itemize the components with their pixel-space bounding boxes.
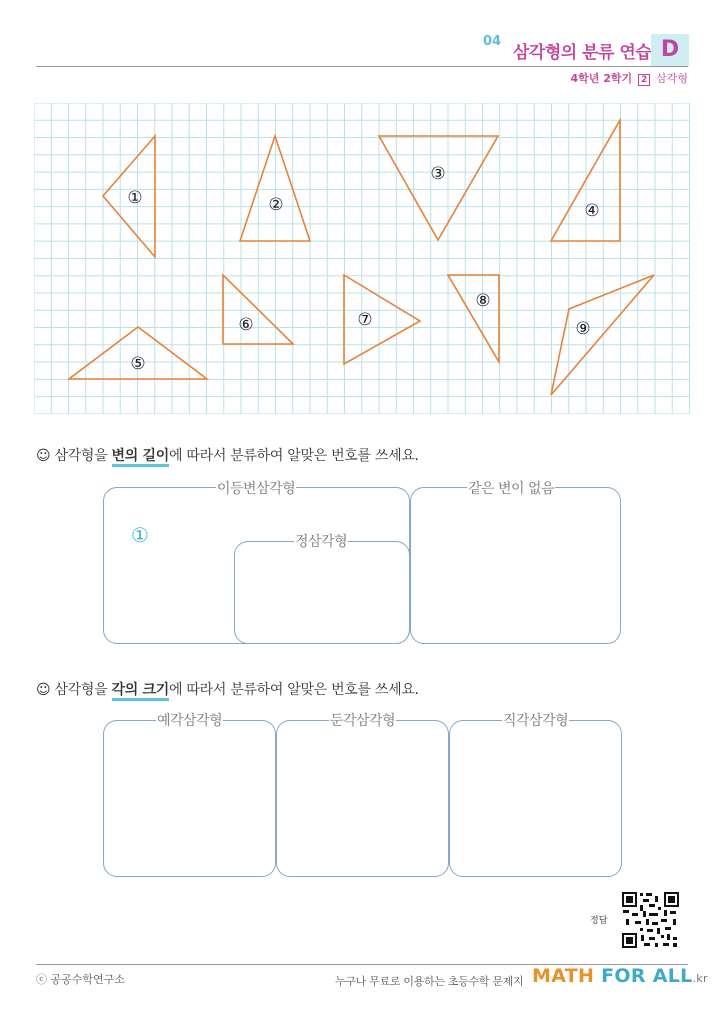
question-1 (36, 445, 419, 465)
unit-label: 삼각형 (656, 72, 688, 85)
question-2-pre: 삼각형을 (54, 682, 108, 698)
right-label: 직각삼각형 (502, 710, 569, 730)
question-2 (36, 679, 419, 699)
worksheet-title: 삼각형의 분류 연습 (513, 43, 652, 63)
triangle-label-4: ④ (584, 201, 600, 221)
logo-kr: .kr (692, 972, 708, 985)
triangle-label-1: ① (127, 188, 143, 208)
question-2-highlight: 각의 크기 (112, 682, 169, 701)
isosceles-label: 이등변삼각형 (216, 478, 296, 498)
equilateral-label: 정삼각형 (294, 531, 348, 551)
smile-icon: ☺ (36, 682, 51, 698)
acute-box[interactable] (103, 720, 276, 877)
grade-label: 4학년 2학기 (570, 72, 633, 85)
triangle-label-3: ③ (430, 164, 446, 184)
scalene-label: 같은 변이 없음 (467, 478, 555, 498)
triangle-label-9: ⑨ (575, 319, 591, 339)
logo-forall: FOR ALL (594, 965, 693, 987)
answer-label: 정답 (590, 916, 608, 926)
question-1-highlight: 변의 길이 (112, 448, 169, 467)
triangle-3 (379, 136, 498, 240)
triangle-label-7: ⑦ (357, 310, 373, 330)
logo-math: MATH (532, 965, 595, 987)
triangle-7 (344, 275, 420, 364)
triangle-labels (127, 164, 599, 374)
triangle-label-2: ② (268, 195, 284, 215)
question-1-pre: 삼각형을 (54, 448, 108, 464)
unit-number-box: 2 (638, 74, 650, 86)
footer-slogan: 누구나 무료로 이용하는 초등수학 문제지 (335, 975, 524, 988)
equilateral-box[interactable] (234, 541, 410, 644)
triangle-label-5: ⑤ (130, 354, 146, 374)
triangle-8 (448, 275, 499, 362)
obtuse-label: 둔각삼각형 (329, 710, 396, 730)
header-divider (36, 66, 688, 67)
obtuse-box[interactable] (276, 720, 449, 877)
worksheet-number: 04 (483, 34, 502, 49)
copyright-text: ⓒ 공공수학연구소 (36, 973, 125, 986)
right-box[interactable] (449, 720, 622, 877)
smile-icon: ☺ (36, 448, 51, 464)
triangle-grid (34, 103, 690, 414)
scalene-box[interactable] (410, 487, 621, 644)
question-2-post: 에 따라서 분류하여 알맞은 번호를 쓰세요. (169, 682, 419, 698)
level-badge: D (651, 34, 689, 66)
mathforall-logo[interactable] (532, 965, 708, 987)
worksheet-subtitle (548, 70, 688, 86)
question-1-post: 에 따라서 분류하여 알맞은 번호를 쓰세요. (169, 448, 419, 464)
acute-label: 예각삼각형 (156, 710, 223, 730)
triangle-label-6: ⑥ (238, 315, 254, 335)
qr-code-icon[interactable] (621, 891, 680, 949)
triangle-label-8: ⑧ (475, 291, 491, 311)
example-answer: ① (131, 523, 149, 547)
